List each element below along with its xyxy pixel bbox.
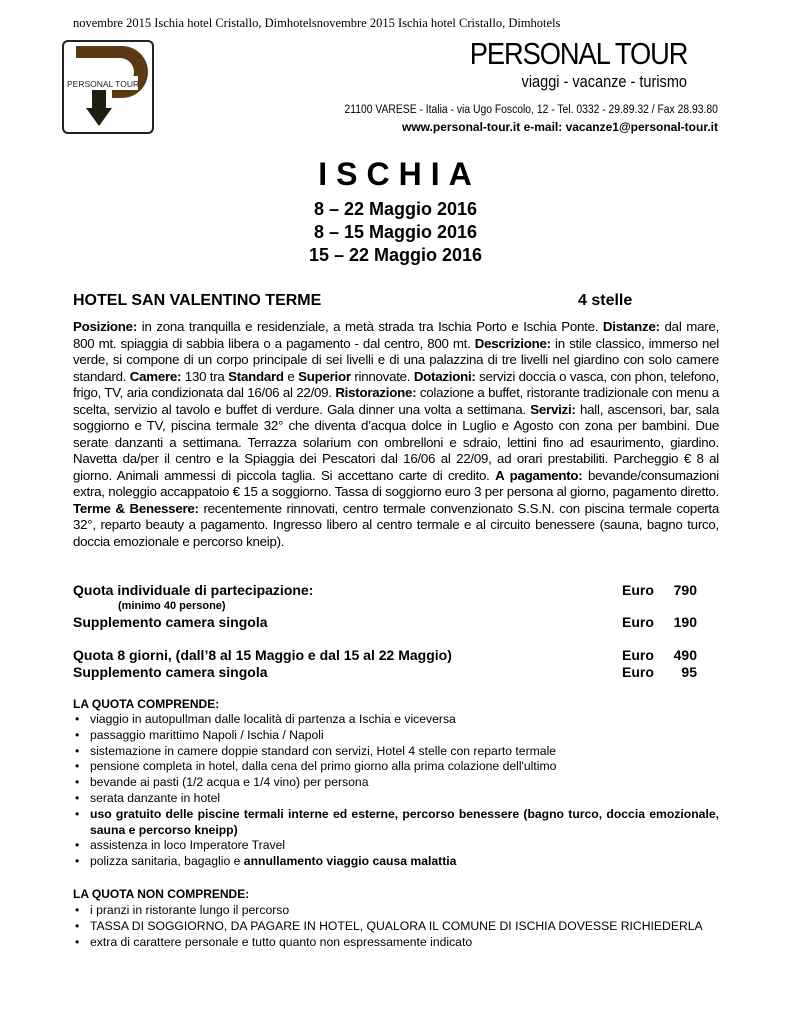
bold-text: Standard <box>228 368 284 384</box>
price-value: 790 <box>673 582 697 598</box>
text: bevande/consumazioni extra, noleggio accappatoio € 15 a soggiorno. Tassa di soggiorno euro 3 per persona al giorno, pagamento diretto. <box>73 467 719 499</box>
text: in stile classico, immerso nel verde, si compone di un corpo principale di sei livelli e di una palazzina di tre livelli nel giardino con solo camere standard. <box>73 335 719 384</box>
list-item <box>73 712 719 728</box>
text: sistemazione in camere doppie standard con servizi, Hotel 4 stelle con reparto termale <box>90 743 557 758</box>
list-item <box>73 744 719 760</box>
text: i pranzi in ristorante lungo il percorso <box>90 903 290 917</box>
list-item <box>73 838 719 854</box>
bold-text: Ristorazione: <box>335 385 417 400</box>
price-value: 190 <box>673 614 697 630</box>
brand-name: PERSONAL TOUR <box>469 36 687 71</box>
price-value: 490 <box>673 647 697 663</box>
price-currency: Euro <box>622 647 654 663</box>
text: in zona tranquilla e residenziale, a metà strada tra Ischia Porto e Ischia Ponte. <box>137 319 603 334</box>
text: pensione completa in hotel, dalla cena del primo giorno alla prima colazione dell'ultimo <box>90 759 557 774</box>
price-value: 95 <box>681 664 697 680</box>
text: colazione a buffet, ristorante tradizionale con menu a scelta, servizio al tavolo e buffet di verdure. Gala dinner una volta a settimana. <box>73 385 719 417</box>
bold-text: Dotazioni: <box>413 368 476 384</box>
list-item <box>73 775 719 791</box>
list-item <box>73 807 719 839</box>
price-currency: Euro <box>622 664 654 680</box>
bold-text: Servizi: <box>530 401 576 417</box>
text: viaggio in autopullman dalle località di partenza a Ischia e viceversa <box>90 712 456 726</box>
hotel-description <box>73 319 719 550</box>
price-label: Supplemento camera singola <box>73 664 268 680</box>
date-range: 8 – 22 Maggio 2016 <box>313 199 478 219</box>
price-currency: Euro <box>622 614 654 630</box>
text: hall, ascensori, bar, sala soggiorno e TV, piscina termale 32° che diventa d’acqua dolce in Luglio e Agosto con zona per bambini. Due serate danzanti a settimana. Terrazza solarium con ombrelloni e sdraio, lettini fino ad esaurimento, giardino. Navetta da/per il centro e la Spiaggia dei Pescatori dal 16/06 al 22/09, ad orari prestabiliti. Parcheggio € 8 al giorno. Animali ammessi di piccola taglia. Si accettano carte di credito. <box>73 401 720 483</box>
text: bevande ai pasti (1/2 acqua e 1/4 vino) per persona <box>90 775 369 790</box>
bold-text: Superior <box>298 368 351 384</box>
minimum-note: (minimo 40 persone) <box>118 600 226 612</box>
text: assistenza in loco Imperatore Travel <box>90 838 286 853</box>
bold-text: Camere: <box>129 368 182 384</box>
bold-text: annullamento viaggio causa malattia <box>243 854 457 869</box>
includes-title: LA QUOTA COMPRENDE: <box>73 697 220 711</box>
list-item <box>73 759 719 775</box>
price-currency: Euro <box>622 582 654 598</box>
text: dal mare, 800 mt. spiaggia di sabbia libera o a pagamento - dal centro, 800 mt. <box>73 319 720 351</box>
list-item <box>73 935 719 951</box>
brand-address: 21100 VARESE - Italia - via Ugo Foscolo, 12 - Tel. 0332 - 29.89.32 / Fax 28.93.80 <box>344 104 718 116</box>
date-range: 8 – 15 Maggio 2016 <box>313 222 478 242</box>
text: TASSA DI SOGGIORNO, DA PAGARE IN HOTEL, QUALORA IL COMUNE DI ISCHIA DOVESSE RICHIEDERLA <box>90 918 703 933</box>
text: recentemente rinnovati, centro termale convenzionato S.S.N. con piscina termale coperta 32°, reparto beauty a pagamento. Ingresso libero al centro termale e al circuito benessere (sauna, bagno turco, doccia emozionale e percorso kneip). <box>73 500 719 549</box>
price-label: Quota 8 giorni, (dall’8 al 15 Maggio e dal 15 al 22 Maggio) <box>73 647 452 663</box>
list-item <box>73 919 719 935</box>
excludes-list <box>73 903 719 950</box>
text: rinnovate. <box>350 368 414 384</box>
text: e <box>283 368 299 384</box>
text: passaggio marittimo Napoli / Ischia / Napoli <box>90 727 324 742</box>
personal-tour-logo <box>62 40 154 134</box>
list-item <box>73 903 719 919</box>
list-item <box>73 791 719 807</box>
text: polizza sanitaria, bagaglio e <box>90 854 244 869</box>
svg-text:PERSONAL TOUR: PERSONAL TOUR <box>67 79 140 89</box>
text: serata danzante in hotel <box>90 790 221 805</box>
bold-text: Distanze: <box>602 319 660 334</box>
header-note: novembre 2015 Ischia hotel Cristallo, Dimhotelsnovembre 2015 Ischia hotel Cristallo, Dimhotels <box>73 16 561 30</box>
text: servizi doccia o vasca, con phon, telefono, frigo, TV, aria condizionata dal 16/06 al 22/09. <box>73 368 719 400</box>
list-item <box>73 728 719 744</box>
destination-title: ISCHIA <box>318 156 481 192</box>
date-range: 15 – 22 Maggio 2016 <box>308 245 483 265</box>
brand-contacts[interactable]: www.personal-tour.it e-mail: vacanze1@personal-tour.it <box>402 120 718 134</box>
bold-text: Posizione: <box>73 319 137 334</box>
bold-text: Descrizione: <box>474 335 551 351</box>
excludes-title: LA QUOTA NON COMPRENDE: <box>73 887 250 901</box>
hotel-stars: 4 stelle <box>578 292 633 309</box>
price-label: Quota individuale di partecipazione: <box>73 582 314 598</box>
list-item <box>73 854 719 870</box>
text: 130 tra <box>181 368 229 384</box>
bold-text: uso gratuito delle piscine termali interne ed esterne, percorso benessere (bagno turco, doccia emozionale, sauna e percorso kneipp) <box>90 806 719 837</box>
bold-text: A pagamento: <box>495 467 583 483</box>
includes-list <box>73 712 719 870</box>
text: extra di carattere personale e tutto quanto non espressamente indicato <box>90 934 473 949</box>
bold-text: Terme & Benessere: <box>73 500 199 516</box>
price-label: Supplemento camera singola <box>73 614 268 630</box>
brand-tagline: viaggi - vacanze - turismo <box>521 73 687 91</box>
hotel-name: HOTEL SAN VALENTINO TERME <box>73 292 322 309</box>
